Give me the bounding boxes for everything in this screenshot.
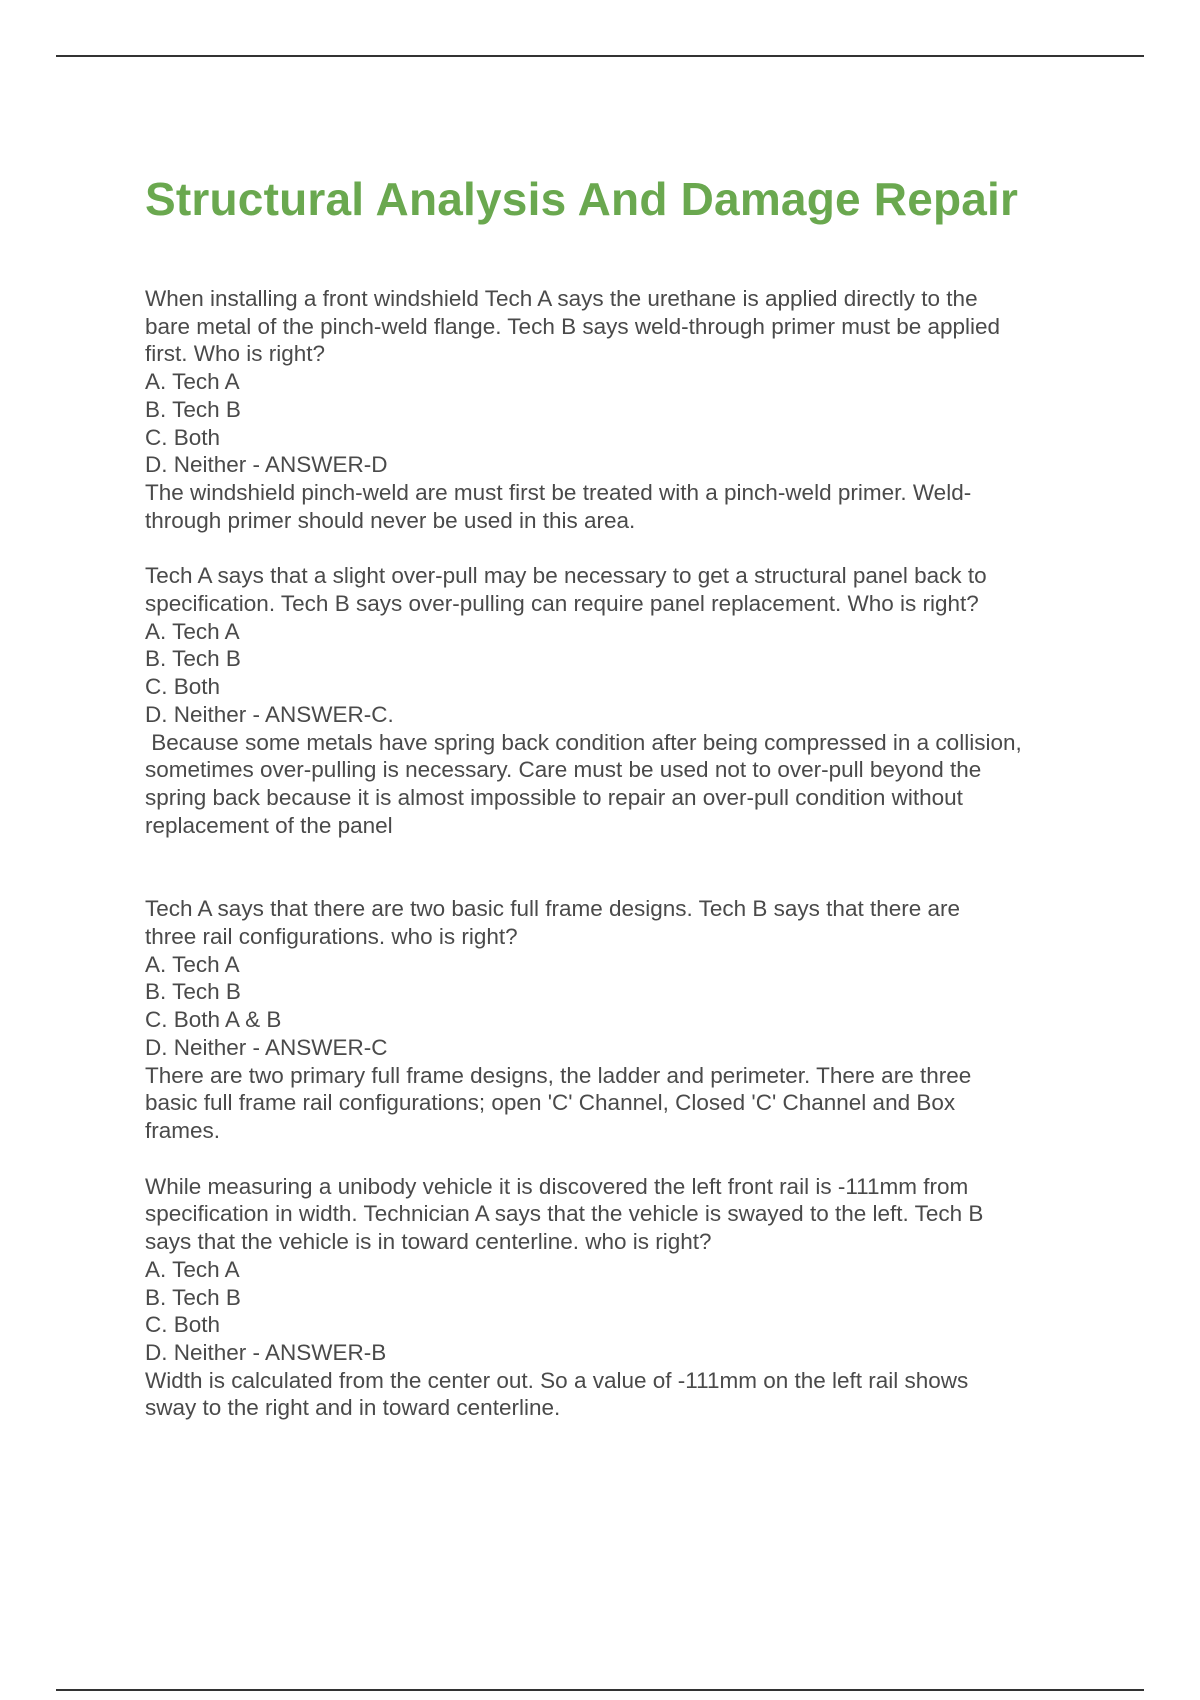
question-1-option-b: B. Tech B <box>145 396 241 422</box>
page-title: Structural Analysis And Damage Repair <box>145 173 1019 225</box>
question-4-explanation-line: Width is calculated from the center out. So a value of -111mm on the left rail shows <box>145 1367 969 1393</box>
question-block-3 <box>145 895 1105 1144</box>
question-block-4 <box>145 1173 1105 1422</box>
question-4-option-a: A. Tech A <box>145 1256 240 1282</box>
spacer <box>145 839 1105 895</box>
question-4-text-line: specification in width. Technician A says that the vehicle is swayed to the left. Tech B <box>145 1201 984 1227</box>
question-2-option-b: B. Tech B <box>145 646 241 672</box>
question-4-option-d-answer: D. Neither - ANSWER-B <box>145 1339 387 1365</box>
question-3-option-d-answer: D. Neither - ANSWER-C <box>145 1034 388 1060</box>
question-3-option-b: B. Tech B <box>145 979 241 1005</box>
top-rule <box>56 55 1144 57</box>
question-2-option-d-answer: D. Neither - ANSWER-C. <box>145 701 394 727</box>
question-4-text-line: While measuring a unibody vehicle it is discovered the left front rail is -111mm from <box>145 1173 969 1199</box>
bottom-rule <box>56 1689 1144 1691</box>
spacer <box>145 534 1105 562</box>
question-2-text-line: specification. Tech B says over-pulling can require panel replacement. Who is right? <box>145 591 979 617</box>
question-block-1 <box>145 285 1105 534</box>
question-3-explanation-line: basic full frame rail configurations; open 'C' Channel, Closed 'C' Channel and Box <box>145 1090 956 1116</box>
document-body <box>145 285 1105 1422</box>
question-4-option-c: C. Both <box>145 1312 221 1338</box>
question-2-text-line: Tech A says that a slight over-pull may be necessary to get a structural panel back to <box>145 563 987 589</box>
question-2-explanation-line: replacement of the panel <box>145 812 393 838</box>
spacer <box>145 1145 1105 1173</box>
question-1-explanation-line: The windshield pinch-weld are must first be treated with a pinch-weld primer. Weld- <box>145 479 972 505</box>
question-4-option-b: B. Tech B <box>145 1284 241 1310</box>
question-3-text-line: three rail configurations. who is right? <box>145 924 518 950</box>
question-4-text-line: says that the vehicle is in toward centerline. who is right? <box>145 1229 712 1255</box>
question-3-option-c: C. Both A & B <box>145 1007 282 1033</box>
question-block-2 <box>145 562 1105 839</box>
question-3-explanation-line: frames. <box>145 1117 221 1143</box>
question-1-option-a: A. Tech A <box>145 369 240 395</box>
question-1-option-c: C. Both <box>145 424 221 450</box>
question-2-explanation-line: Because some metals have spring back condition after being compressed in a collision, <box>145 729 1022 755</box>
question-2-option-a: A. Tech A <box>145 618 240 644</box>
question-3-explanation-line: There are two primary full frame designs, the ladder and perimeter. There are three <box>145 1062 972 1088</box>
question-2-explanation-line: spring back because it is almost impossible to repair an over-pull condition without <box>145 784 963 810</box>
question-4-explanation-line: sway to the right and in toward centerline. <box>145 1395 561 1421</box>
question-1-text-line: bare metal of the pinch-weld flange. Tech B says weld-through primer must be applied <box>145 313 1001 339</box>
question-3-text-line: Tech A says that there are two basic full frame designs. Tech B says that there are <box>145 896 961 922</box>
question-1-text-line: When installing a front windshield Tech A says the urethane is applied directly to the <box>145 286 978 311</box>
question-2-option-c: C. Both <box>145 674 221 700</box>
question-1-explanation-line: through primer should never be used in this area. <box>145 507 636 533</box>
question-3-option-a: A. Tech A <box>145 951 240 977</box>
question-1-option-d-answer: D. Neither - ANSWER-D <box>145 452 388 478</box>
question-2-explanation-line: sometimes over-pulling is necessary. Care must be used not to over-pull beyond the <box>145 757 982 783</box>
question-1-text-line: first. Who is right? <box>145 341 326 367</box>
